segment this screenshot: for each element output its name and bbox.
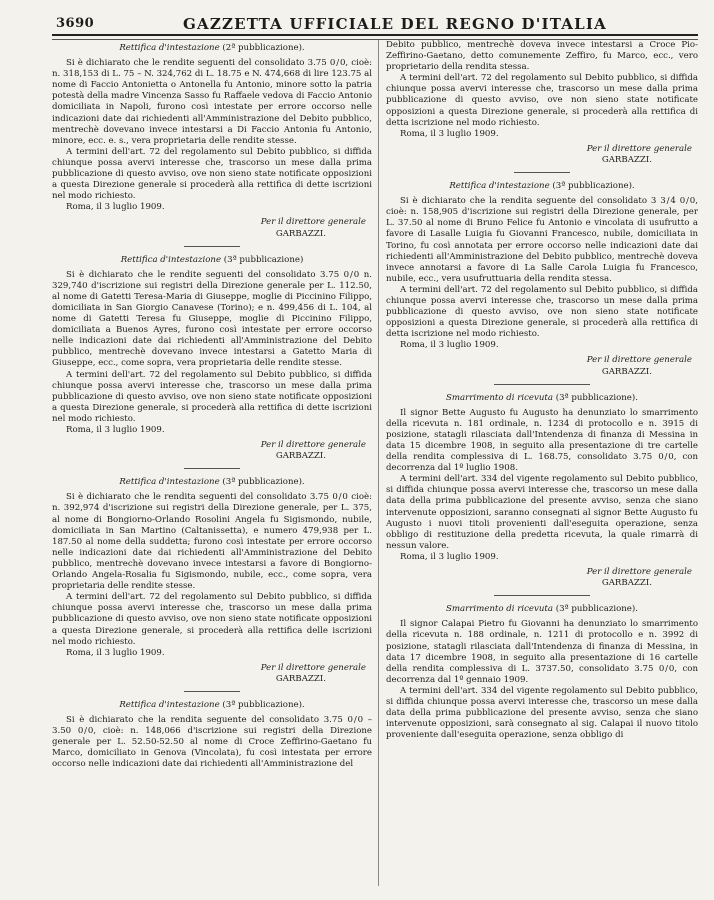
notice-article (386, 40, 698, 166)
publication-number: (3ª pubblicazione). (549, 181, 635, 192)
notice-paragraph: Si è dichiarato che le rendite seguenti del consolidato 3.75 0 / 0 n. 329,740 d'iscrizione sui registri della Direzione generale per L. 112.50, al nome di Gatetti Teresa-Maria di Giuseppe, moglie di Piccinino Filippo, domiciliata in San Giorgio Canavese (Torino); e n. 499,456 di L. 104, al nome di Gatetti Teresa fu Giuseppe, moglie di Piccinino Filippo, domiciliata a Buenos Ayres, furono così intestate per errore occorso nelle indicazioni date dai richiedenti all'Amministrazione del Debito pubblico, mentrechè dovevano invece intestarsi a Gatetto Maria di Giuseppe, ecc., come sopra, vera proprietaria delle rendite stesse. (52, 269, 372, 369)
signature-name: GARBAZZI. (601, 366, 652, 377)
right-column (386, 40, 698, 886)
section-separator (184, 468, 240, 469)
left-column (52, 40, 372, 886)
signature-name: GARBAZZI. (275, 451, 326, 462)
notice-title-text: Rettifica d'intestazione (119, 699, 220, 710)
notice-article (52, 691, 372, 771)
notice-article (52, 43, 372, 240)
section-separator (514, 172, 570, 173)
section-separator (184, 691, 240, 692)
notice-title (52, 255, 372, 266)
notice-title-text: Rettifica d'intestazione (119, 477, 220, 488)
notice-paragraph: A termini dell'art. 72 del regolamento sul Debito pubblico, si diffida chiunque possa avervi interesse che, trascorso un mese dalla prima pubblicazione di questo avviso, ove non sieno state notificate opposizioni a questa Direzione generale si procederà alla rettifica di dette iscrizioni nel modo richiesto. (52, 146, 372, 202)
notice-article (386, 172, 698, 378)
signature-name: GARBAZZI. (601, 578, 652, 589)
signature-title: Per il direttore generale (586, 567, 692, 578)
notice-paragraph: Il signor Calapai Pietro fu Giovanni ha denunziato lo smarrimento della ricevuta n. 188 ordinale, n. 1211 di protocollo e n. 3992 di posizione, statagli rilasciata dall'Intendenza di finanza di Messina, in data 17 dicembre 1908, in seguito alla presentazione di 16 cartelle della rendita complessiva di L. 3737.50, consolidato 3.75 0 / 0, con decorrenza dal 1º gennaio 1909. (386, 619, 698, 685)
publication-number: (3ª pubblicazione). (552, 604, 638, 615)
publication-number: (3ª pubblicazione) (221, 254, 304, 265)
publication-number: (2ª pubblicazione). (219, 43, 305, 53)
notice-title-text: Smarrimento di ricevuta (446, 392, 553, 403)
notice-paragraph: A termini dell'art. 72 del regolamento sul Debito pubblico, si diffida chiunque possa avervi interesse che, trascorso un mese dalla prima pubblicazione di questo avviso, ove non sieno state notificate opposizioni a questa Direzione generale, si procederà alla rettifica di dette iscrizioni nel modo richiesto. (52, 369, 372, 424)
place-date: Roma, il 3 luglio 1909. (66, 647, 165, 658)
signature-title: Per il direttore generale (586, 355, 692, 366)
publication-number: (3ª pubblicazione). (552, 392, 638, 403)
notice-title (386, 393, 698, 404)
notice-title-text: Rettifica d'intestazione (120, 254, 222, 265)
signature-title: Per il direttore generale (260, 440, 366, 451)
notice-paragraph: Si è dichiarato che la rendita seguente del consolidato 3.75 0 / 0 – 3.50 0 / 0, cioè: n. 148,066 d'iscrizione sui registri della Direzione generale per L. 52.50-52.50 al nome di Croce Zeffirino-Gaetano fu Marco, domiciliato in Genova (Vincolata), fu così intestata per errore occorso nelle indicazioni date dai richiedenti all'Amministrazione del (52, 715, 372, 770)
notice-article (52, 246, 372, 463)
notice-title (386, 181, 698, 192)
signature-title: Per il direttore generale (260, 662, 366, 673)
page-title: GAZZETTA UFFICIALE DEL REGNO D'ITALIA (183, 15, 607, 33)
place-date: Roma, il 3 luglio 1909. (66, 425, 165, 435)
signature-title: Per il direttore generale (586, 143, 692, 154)
notice-title (386, 604, 698, 615)
signature-title: Per il direttore generale (260, 217, 366, 228)
page-header (52, 14, 698, 34)
notice-paragraph: Si è dichiarato che la rendita seguente del consolidato 3 3 / 4 0 / 0, cioè: n. 158,905 d'iscrizione sui registri della Direzione generale, per L. 37.50 al nome di Bruno Felice fu Antonio e vincolata di usufrutto a favore di Lasalle Luigia fu Giovanni Francesco, nubile, domiciliata in Torino, fu così annotata per errore occorso nelle indicazioni date dai richiedenti all'Amministrazione del Debito pubblico, mentrechè doveva invece annotarsi a favore di La Salle Carola Luigia fu Francesco, nubile, ecc., vera usufruttuaria della rendita stessa. (386, 196, 698, 284)
signature-name: GARBAZZI. (275, 228, 326, 239)
column-divider (378, 40, 379, 886)
publication-number: (3ª pubblicazione). (219, 477, 305, 488)
notice-paragraph: Si è dichiarato che le rendita seguenti del consolidato 3.75 0 / 0 cioè: n. 392,974 d'iscrizione sui registri della Direzione generale, per L. 375, al nome di Bongiorno-Orlando Rosolini Angela fu Sigismondo, nubile, domiciliata in San Martino (Caltanissetta), e numero 479,938 per L. 187.50 al nome della suddetta; furono così intestate per errore occorso nelle indicazioni date dai richiedenti all'Amministrazione del Debito pubblico, mentrechè dovevano invece intestarsi a favore di Bongiorno-Orlando Angela-Rosalia fu Sigismondo, nubile, ecc., come sopra, vera proprietaria delle rendite stesse. (52, 492, 372, 592)
signature-name: GARBAZZI. (601, 154, 652, 165)
notice-title (52, 477, 372, 488)
notice-title-text: Smarrimento di ricevuta (446, 604, 553, 615)
notice-article (386, 384, 698, 590)
notice-title (52, 700, 372, 711)
place-date: Roma, il 3 luglio 1909. (400, 340, 499, 351)
notice-paragraph: A termini dell'art. 72 del regolamento sul Debito pubblico, si diffida chiunque possa avervi interesse che, trascorso un mese dalla prima pubblicazione di questo avviso, ove non sieno state notificate opposizioni a questa Direzione generale, si procederà alla rettifica di detta iscrizione nel modo richiesto. (386, 73, 698, 128)
page-number: 3690 (56, 16, 95, 31)
notice-paragraph: Debito pubblico, mentrechè doveva invece intestarsi a Croce Pio-Zeffirino-Gaetano, detto comunemente Zeffiro, fu Marco, ecc., vero proprietario della rendita stessa. (386, 40, 698, 73)
notice-paragraph: A termini dell'art. 72 del regolamento sul Debito pubblico, si diffida chiunque possa avervi interesse che, trascorso un mese dalla prima pubblicazione di questo avviso, ove non sieno state notificate opposizioni a questa Direzione generale, si procederà alla rettifica delle iscrizioni nel modo richiesto. (52, 592, 372, 647)
notice-title-text: Rettifica d'intestazione (449, 181, 550, 192)
notice-paragraph: A termini dell'art. 72 del regolamento sul Debito pubblico, si diffida chiunque possa avervi interesse che, trascorso un mese dalla prima pubblicazione di questo avviso, ove non sieno state notificate opposizioni a questa Direzione generale, si procederà alla rettifica di detta iscrizione nel modo richiesto. (386, 284, 698, 340)
place-date: Roma, il 3 luglio 1909. (66, 202, 165, 213)
section-separator (494, 384, 590, 385)
notice-article (52, 468, 372, 685)
section-separator (184, 246, 240, 247)
notice-paragraph: A termini dell'art. 334 del vigente regolamento sul Debito pubblico, si diffida chiunque possa avervi interesse che, trascorso un mese dalla data della prima pubblicazione del presente avviso, senza che siano intervenute opposizioni, sarà consegnato al sig. Calapai il nuovo titolo proveniente dall'eseguita operazione, senza obbligo di (386, 685, 698, 741)
publication-number: (3ª pubblicazione). (219, 699, 305, 710)
notice-paragraph: A termini dell'art. 334 del vigente regolamento sul Debito pubblico, si diffida chiunque possa avervi interesse che, trascorso un mese dalla data della prima pubblicazione del presente avviso, senza che siano intervenute opposizioni, saranno consegnati al signor Bette Augusto fu Augusto i nuovi titoli provenienti dall'eseguita operazione, senza obbligo di restituzione della predetta ricevuta, la quale rimarrà di nessun valore. (386, 474, 698, 551)
notice-title-text: Rettifica d'intestazione (119, 43, 220, 53)
notice-title (52, 43, 372, 54)
section-separator (494, 595, 590, 596)
signature-name: GARBAZZI. (275, 673, 326, 684)
notice-paragraph: Il signor Bette Augusto fu Augusto ha denunziato lo smarrimento della ricevuta n. 181 ordinale, n. 1234 di protocollo e n. 3915 di posizione, statagli rilasciata dall'Intendenza di finanza di Messina in data 15 dicembre 1908, in seguito alla presentazione di tre cartelle della rendita complessiva di L. 168.75, consolidato 3.75 0 / 0, con decorrenza dal 1º luglio 1908. (386, 407, 698, 474)
notice-article (386, 595, 698, 741)
place-date: Roma, il 3 luglio 1909. (400, 128, 499, 139)
place-date: Roma, il 3 luglio 1909. (400, 551, 499, 562)
notice-paragraph: Si è dichiarato che le rendite seguenti del consolidato 3.75 0 / 0, cioè: n. 318,153 di L. 75 – N. 324,762 di L. 18.75 e N. 474,668 di lire 123.75 al nome di Faccio Antonietta o Antonella fu Antonio, minore sotto la patria potestà della madre Vincenza Sasso fu Raffaele vedova di Faccio Antonio domiciliata in Napoli, furono così intestate per errore occorso nelle indicazioni date dai richiedenti all'Amministrazione del Debito pubblico, mentrechè dovevano invece intestarsi a Di Faccio Antonia fu Antonio, minore, ecc. e. s., vera proprietaria delle rendite stesse. (52, 58, 372, 146)
